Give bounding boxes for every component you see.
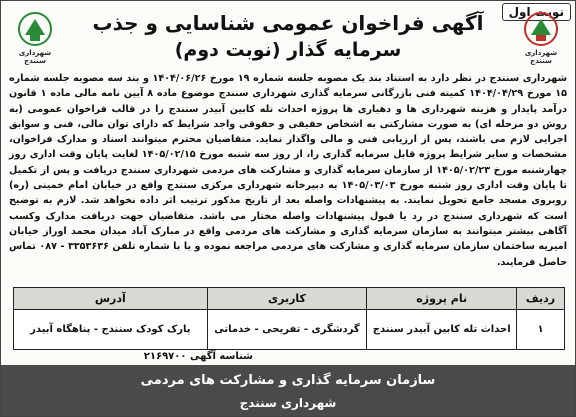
table-row [14, 310, 565, 350]
header-usage: کاربری [207, 288, 367, 310]
notice-round-tag: نوبت اول [502, 3, 571, 21]
header-project-name: نام پروژه [367, 288, 517, 310]
municipality-logo-right [517, 11, 565, 65]
body-paragraph-2: لازم به توضیح است که شهرداری سنندج در رد یا قبول پیشنهادات واصله مختار می باشد. [9, 195, 567, 222]
title-line-1: آگهی فراخوان عمومی شناسایی و جذب [92, 11, 484, 35]
notice-body [9, 71, 567, 270]
municipality-emblem-icon [517, 11, 565, 53]
title-line-2: سرمایه گذار (نوبت دوم) [174, 39, 402, 61]
project-table [13, 287, 565, 350]
table-header-row [14, 288, 565, 310]
footer-banner [1, 365, 575, 417]
municipality-emblem-icon [11, 11, 59, 53]
municipality-logo-left [11, 11, 59, 65]
ad-identifier: شناسه آگهی ۲۱۶۹۷۰۰ [143, 351, 253, 362]
footer-line-1: سازمان سرمایه گذاری و مشارکت های مردمی [140, 373, 436, 388]
logo-caption: شهرداری سنندج [524, 49, 558, 65]
body-paragraph-1: شهرداری سنندج در نظر دارد به استناد بند یک مصوبه جلسه شماره ۱۹ مورخ ۱۴۰۴/۰۶/۲۶ و بند سه مصوبه جلسه شماره ۱۵ مورخ ۱۴۰۴/۰۴/۲۹ کمیته فنی بازرگانی سرمایه گذاری شهرداری سنندج موضوع ماده ۸ آیین نامه مالی ماده ۱ قانون درآمد پایدار و هزینه شهرداری ها و دهیاری ها پروژه احداث تله کابین آبیدر سنندج را در قالب فراخوان عمومی (به روش دو مرحله ای) به صورت مشارکتی به اشخاص حقیقی و حقوقی واجد شرایط که دارای توان مالی، فنی و سوابق اجرایی لازم می باشند، پس از ارزیابی فنی و مالی واگذار نماید. متقاضیان محترم میتوانند اسناد و مدارک فراخوان، مشخصات و سایر شرایط پروژه قابل سرمایه گذاری را، از روز سه شنبه مورخ ۱۴۰۵/۰۲/۱۵ لغایت پایان وقت اداری روز چهارشنبه مورخ ۱۴۰۵/۰۲/۲۳ از سازمان سرمایه گذاری و مشارکت های مردمی شهرداری سنندج دریافت و پس از تکمیل تا پایان وقت اداری روز شنبه مورخ ۱۴۰۵/۰۳/۰۳ به دبیرخانه شهرداری مرکزی سنندج واقع در خیابان امام خمینی (ره) روبروی مسجد جامع تحویل نمایند. به پیشنهادات واصله بعد از تاریخ مذکور ترتیب اثر داده نخواهد شد. [9, 73, 568, 207]
logo-caption: شهرداری سنندج [18, 49, 52, 65]
cell-usage: گردشگری - تفریحی - خدماتی [207, 310, 367, 350]
header-row-number: ردیف [517, 288, 565, 310]
footer-line-2: شهرداری سنندج [239, 396, 337, 410]
cell-row-number: ۱ [517, 310, 565, 350]
body-paragraph-3: متقاضیان جهت دریافت مدارک وکسب آگاهی بیشتر میتوانند به سازمان سرمایه گذاری و مشارکت های مردمی واقع در مبارک آباد میدان محمد اوراز خیابان امیریه ساختمان سازمان سرمایه گذاری و مشارکت های مردمی مراجعه نموده و یا با شماره تلفن ۳۳۵۳۶۳۶ - ۰۸۷ تماس حاصل فرمایند. [9, 210, 567, 268]
notice-title [71, 9, 505, 63]
cell-address: پارک کودک سنندج - پناهگاه آبیدر [14, 310, 208, 350]
header-address: آدرس [14, 288, 208, 310]
cell-project-name: احداث تله کابین آبیدر سنندج [367, 310, 517, 350]
